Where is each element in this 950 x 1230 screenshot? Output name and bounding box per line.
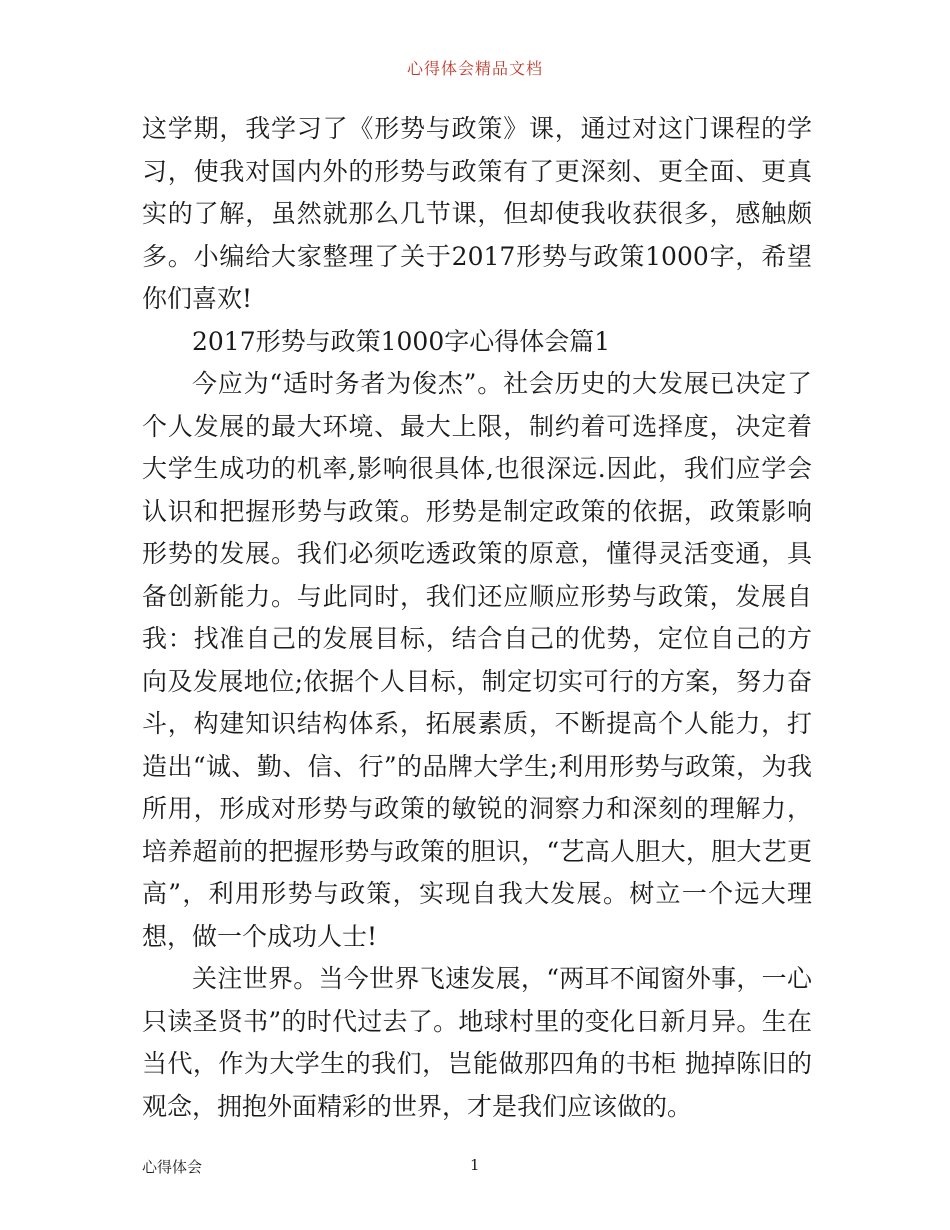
- page-number: 1: [470, 1156, 480, 1174]
- page-header-title: 心得体会精品文档: [406, 59, 543, 78]
- section-title: 2017形势与政策1000字心得体会篇1: [192, 326, 611, 356]
- body-paragraph-1: 今应为“适时务者为俊杰”。社会历史的大发展已决定了个人发展的最大环境、最大上限，制约着可选择度，决定着大学生成功的机率,影响很具体,也很深远.因此，我们应学会认识和把握形势与政策。形势是制定政策的依据，政策影响形势的发展。我们必须吃透政策的原意，懂得灵活变通，具备创新能力。与此同时，我们还应顺应形势与政策，发展自我：找准自己的发展目标，结合自己的优势，定位自己的方向及发展地位;依据个人目标，制定切实可行的方案，努力奋斗，构建知识结构体系，拓展素质，不断提高个人能力，打造出“诚、勤、信、行”的品牌大学生;利用形势与政策，为我所用，形成对形势与政策的敏锐的洞察力和深刻的理解力，培养超前的把握形势与政策的胆识，“艺高人胆大，胆大艺更高”，利用形势与政策，实现自我大发展。树立一个远大理想，做一个成功人士!: [142, 369, 812, 951]
- footer-label: 心得体会: [142, 1158, 203, 1176]
- document-body: [142, 108, 812, 1128]
- body-paragraph-2: 关注世界。当今世界飞速发展，“两耳不闻窗外事，一心只读圣贤书”的时代过去了。地球村里的变化日新月异。生在当代，作为大学生的我们，岂能做那四角的书柜 抛掉陈旧的观念，拥抱外面精彩的世界，才是我们应该做的。: [142, 964, 812, 1121]
- intro-paragraph: 这学期，我学习了《形势与政策》课，通过对这门课程的学习，使我对国内外的形势与政策有了更深刻、更全面、更真实的了解，虽然就那么几节课，但却使我收获很多，感触颇多。小编给大家整理了关于2017形势与政策1000字，希望你们喜欢!: [142, 114, 812, 313]
